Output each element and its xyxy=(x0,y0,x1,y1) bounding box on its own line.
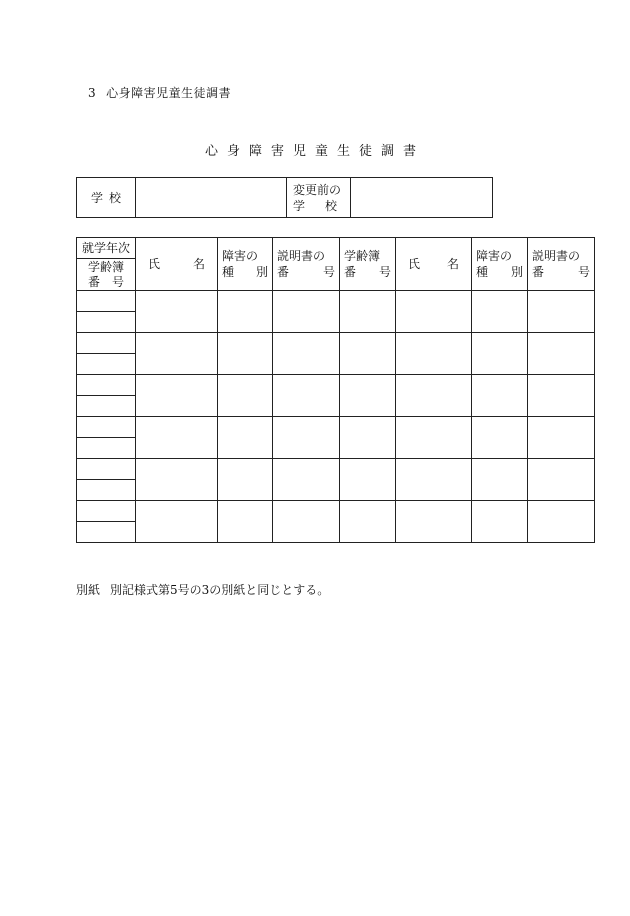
explanation-number-cell[interactable] xyxy=(273,501,340,543)
school-table xyxy=(76,177,493,218)
explanation-number-cell[interactable] xyxy=(273,417,340,459)
explanation-number-cell[interactable] xyxy=(528,501,595,543)
year-cell[interactable] xyxy=(77,375,136,396)
register-number-cell[interactable] xyxy=(77,438,136,459)
header-name-1: 氏 名 xyxy=(136,238,218,291)
register-number-cell[interactable] xyxy=(340,291,396,333)
previous-school-value-cell[interactable] xyxy=(351,178,493,218)
previous-school-label-cell: 変更前の 学 校 xyxy=(287,178,351,218)
table-row xyxy=(77,459,595,480)
document-title: 心身障害児童生徒調書 xyxy=(204,144,425,159)
school-value-cell[interactable] xyxy=(136,178,287,218)
register-number-cell[interactable] xyxy=(340,417,396,459)
header-name-2: 氏 名 xyxy=(396,238,472,291)
disability-cell[interactable] xyxy=(218,459,273,501)
section-number: 3 xyxy=(88,86,97,100)
disability-cell[interactable] xyxy=(218,291,273,333)
header-year-register: 就学年次 学齢簿 番 号 xyxy=(77,238,136,291)
disability-cell[interactable] xyxy=(472,291,528,333)
disability-cell[interactable] xyxy=(218,375,273,417)
explanation-number-cell[interactable] xyxy=(528,417,595,459)
table-body xyxy=(77,291,595,543)
register-number-cell[interactable] xyxy=(77,522,136,543)
disability-cell[interactable] xyxy=(218,501,273,543)
year-cell[interactable] xyxy=(77,501,136,522)
students-table xyxy=(76,237,595,543)
year-cell[interactable] xyxy=(77,459,136,480)
register-number-cell[interactable] xyxy=(77,480,136,501)
disability-cell[interactable] xyxy=(218,417,273,459)
register-number-cell[interactable] xyxy=(340,501,396,543)
table-row xyxy=(77,291,595,312)
section-heading-text: 心身障害児童生徒調書 xyxy=(106,86,232,100)
explanation-number-cell[interactable] xyxy=(273,459,340,501)
name-cell[interactable] xyxy=(396,375,472,417)
name-cell[interactable] xyxy=(396,459,472,501)
table-row xyxy=(77,333,595,354)
header-disability-2: 障害の 種 別 xyxy=(472,238,528,291)
name-cell[interactable] xyxy=(136,417,218,459)
disability-cell[interactable] xyxy=(472,417,528,459)
header-disability-1: 障害の 種 別 xyxy=(218,238,273,291)
register-number-cell[interactable] xyxy=(340,333,396,375)
register-number-cell[interactable] xyxy=(77,396,136,417)
attachment-note xyxy=(76,581,329,598)
name-cell[interactable] xyxy=(136,291,218,333)
header-explanation-1: 説明書の 番 号 xyxy=(273,238,340,291)
explanation-number-cell[interactable] xyxy=(273,333,340,375)
name-cell[interactable] xyxy=(396,333,472,375)
disability-cell[interactable] xyxy=(472,459,528,501)
explanation-number-cell[interactable] xyxy=(528,333,595,375)
name-cell[interactable] xyxy=(136,501,218,543)
attachment-label: 別紙 xyxy=(76,583,101,597)
school-label-cell: 学 校 xyxy=(77,178,136,218)
header-explanation-2: 説明書の 番 号 xyxy=(528,238,595,291)
explanation-number-cell[interactable] xyxy=(528,375,595,417)
disability-cell[interactable] xyxy=(472,501,528,543)
name-cell[interactable] xyxy=(396,291,472,333)
explanation-number-cell[interactable] xyxy=(273,291,340,333)
explanation-number-cell[interactable] xyxy=(528,291,595,333)
header-register-number: 学齢簿 番 号 xyxy=(340,238,396,291)
table-row xyxy=(77,417,595,438)
disability-cell[interactable] xyxy=(218,333,273,375)
register-number-cell[interactable] xyxy=(340,375,396,417)
disability-cell[interactable] xyxy=(472,333,528,375)
name-cell[interactable] xyxy=(136,459,218,501)
register-number-cell[interactable] xyxy=(340,459,396,501)
year-cell[interactable] xyxy=(77,291,136,312)
disability-cell[interactable] xyxy=(472,375,528,417)
section-heading xyxy=(88,84,231,101)
name-cell[interactable] xyxy=(136,375,218,417)
table-row xyxy=(77,501,595,522)
year-cell[interactable] xyxy=(77,417,136,438)
name-cell[interactable] xyxy=(396,417,472,459)
year-cell[interactable] xyxy=(77,333,136,354)
table-row xyxy=(77,375,595,396)
attachment-text: 別記様式第5号の3の別紙と同じとする。 xyxy=(110,583,330,597)
name-cell[interactable] xyxy=(136,333,218,375)
register-number-cell[interactable] xyxy=(77,312,136,333)
explanation-number-cell[interactable] xyxy=(273,375,340,417)
name-cell[interactable] xyxy=(396,501,472,543)
register-number-cell[interactable] xyxy=(77,354,136,375)
explanation-number-cell[interactable] xyxy=(528,459,595,501)
